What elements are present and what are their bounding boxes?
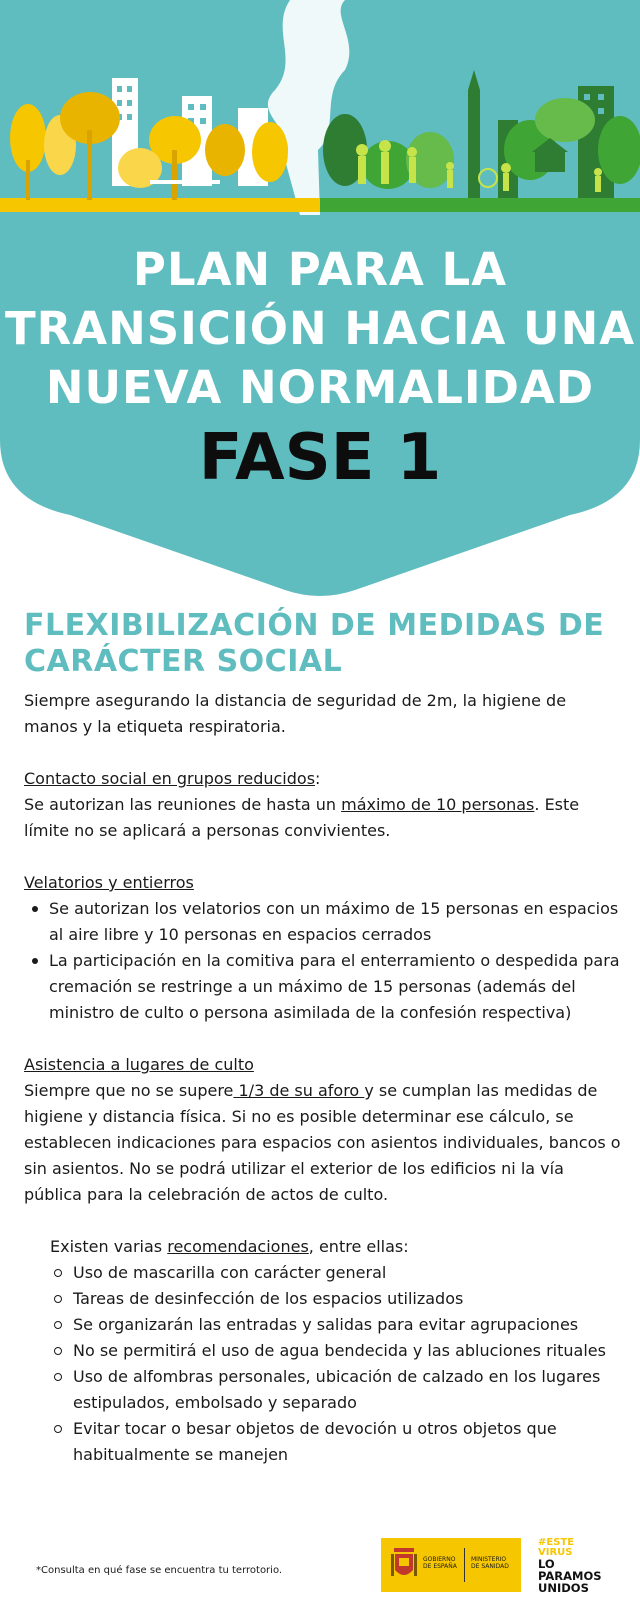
list-item: Uso de mascarilla con carácter general: [73, 1260, 624, 1286]
ministry-label-line-2: DE SANIDAD: [471, 1563, 509, 1570]
contacto-heading-suffix: :: [315, 769, 321, 788]
culto-heading: Asistencia a lugares de culto: [24, 1055, 254, 1074]
recomendaciones-lead: [50, 1234, 624, 1260]
contacto-text: [24, 792, 624, 844]
list-item: No se permitirá el uso de agua bendecida y las abluciones rituales: [73, 1338, 624, 1364]
campaign-line-2: PARAMOS: [538, 1569, 602, 1583]
recomendaciones-lead-before: Existen varias: [50, 1237, 168, 1256]
title-line-1: PLAN PARA LA: [132, 243, 508, 296]
list-item: Se autorizan los velatorios con un máximo de 15 personas en espacios al aire libre y 10 personas en espacios cerrados: [49, 896, 624, 948]
coat-of-arms-icon: [391, 1546, 417, 1582]
header-banner: [0, 0, 640, 600]
list-item: La participación en la comitiva para el enterramiento o despedida para cremación se restringe a un máximo de 15 personas (además del ministro de culto o persona asimilada de la confesión respectiva): [49, 948, 624, 1026]
logo-divider: [464, 1548, 465, 1582]
culto-text: [24, 1078, 624, 1208]
title-line-3: NUEVA NORMALIDAD: [45, 361, 595, 414]
campaign-hash-line-1: #ESTE: [538, 1537, 575, 1548]
velatorios-heading: Velatorios y entierros: [24, 873, 194, 892]
contacto-text-limit: máximo de 10 personas: [341, 795, 535, 814]
culto-text-aforo: 1/3 de su aforo: [233, 1081, 365, 1100]
velatorios-list: [24, 896, 624, 1026]
campaign-line-1: LO: [538, 1557, 555, 1571]
intro-text: Siempre asegurando la distancia de seguridad de 2m, la higiene de manos y la etiqueta respiratoria.: [24, 691, 567, 736]
contacto-text-before: Se autorizan las reuniones de hasta un: [24, 795, 342, 814]
velatorios-block: [24, 870, 624, 1026]
gov-label: [423, 1556, 457, 1570]
phase-label: FASE 1: [198, 421, 442, 495]
culto-text-after: y se cumplan las medidas de higiene y distancia física. Si no es posible determinar ese cálculo, se establecen indicaciones para espacios con asientos individuales, bancos o sin asientos. No se podrá utilizar el exterior de los edificios ni la vía pública para la celebración de actos de culto.: [24, 1081, 621, 1204]
recomendaciones-lead-after: , entre ellas:: [308, 1237, 409, 1256]
content: [24, 608, 624, 1468]
section-title: FLEXIBILIZACIÓN DE MEDIDAS DE CARÁCTER SOCIAL: [24, 608, 605, 679]
ministry-label-line-1: MINISTERIO: [471, 1556, 507, 1563]
contacto-heading: Contacto social en grupos reducidos: [24, 769, 316, 788]
list-item: Evitar tocar o besar objetos de devoción u otros objetos que habitualmente se manejen: [73, 1416, 624, 1468]
page-title: [0, 240, 640, 417]
contacto-block: [24, 766, 624, 844]
campaign-logo: [538, 1538, 628, 1594]
title-line-2: TRANSICIÓN HACIA UNA: [4, 302, 636, 355]
recomendaciones-list: [50, 1260, 624, 1468]
list-item: Tareas de desinfección de los espacios utilizados: [73, 1286, 624, 1312]
culto-text-before: Siempre que no se supere: [24, 1081, 234, 1100]
footnote: *Consulta en qué fase se encuentra tu terrotorio.: [36, 1565, 283, 1576]
ministry-label: [471, 1556, 509, 1570]
list-item: Se organizarán las entradas y salidas para evitar agrupaciones: [73, 1312, 624, 1338]
gov-label-line-2: DE ESPAÑA: [423, 1563, 457, 1570]
government-logo: [381, 1538, 521, 1592]
recomendaciones-lead-word: recomendaciones: [167, 1237, 309, 1256]
gov-label-line-1: GOBIERNO: [423, 1556, 456, 1563]
campaign-hash-line-2: VIRUS: [538, 1547, 573, 1558]
contacto-text-after: . Este límite no se aplicará a personas convivientes.: [24, 795, 580, 840]
culto-block: [24, 1052, 624, 1208]
campaign-line-3: UNIDOS: [538, 1581, 589, 1595]
list-item: Uso de alfombras personales, ubicación de calzado en los lugares estipulados, embolsado y separado: [73, 1364, 624, 1416]
recomendaciones-block: [24, 1234, 624, 1468]
